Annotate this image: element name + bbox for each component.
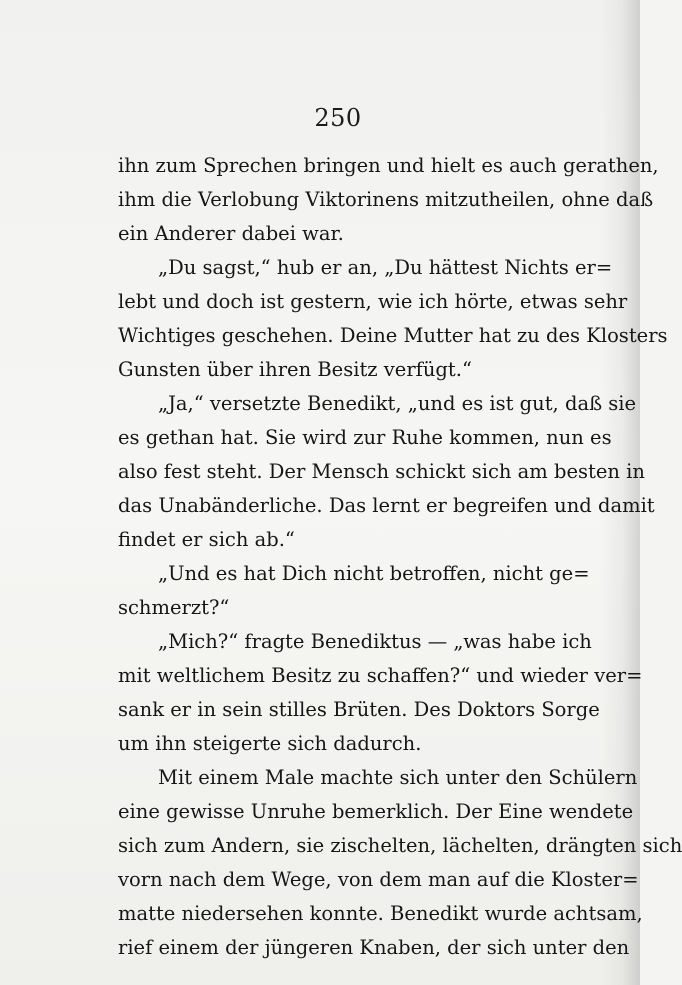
- text-line: es gethan hat. Sie wird zur Ruhe kommen, nun es: [118, 426, 612, 449]
- text-line: Wichtiges geschehen. Deine Mutter hat zu des Klosters: [118, 324, 668, 347]
- text-line: „Ja,“ versetzte Benedikt, „und es ist gut, daß sie: [158, 392, 637, 415]
- text-line: eine gewisse Unruhe bemerklich. Der Eine wendete: [118, 800, 634, 823]
- text-line: rief einem der jüngeren Knaben, der sich unter den: [118, 936, 630, 959]
- text-line: mit weltlichem Besitz zu schaffen?“ und wieder ver=: [118, 664, 643, 687]
- text-line: sich zum Andern, sie zischelten, lächelten, drängten sich: [118, 834, 682, 857]
- text-line: ihn zum Sprechen bringen und hielt es auch gerathen,: [118, 154, 659, 177]
- text-line: um ihn steigerte sich dadurch.: [118, 732, 422, 755]
- text-line: Gunsten über ihren Besitz verfügt.“: [118, 358, 472, 381]
- text-line: ihm die Verlobung Viktorinens mitzutheilen, ohne daß: [118, 188, 654, 211]
- text-line: schmerzt?“: [118, 596, 230, 619]
- text-line: vorn nach dem Wege, von dem man auf die Kloster=: [118, 868, 639, 891]
- page-number: 250: [314, 104, 362, 132]
- text-line: matte niedersehen konnte. Benedikt wurde achtsam,: [118, 902, 643, 925]
- text-line: ein Anderer dabei war.: [118, 222, 344, 245]
- text-line: „Und es hat Dich nicht betroffen, nicht ge=: [158, 562, 590, 585]
- text-line: findet er sich ab.“: [118, 528, 295, 551]
- text-line: Mit einem Male machte sich unter den Schülern: [158, 766, 638, 789]
- body-text: [118, 149, 682, 965]
- text-line: sank er in sein stilles Brüten. Des Doktors Sorge: [118, 698, 600, 721]
- text-line: „Mich?“ fragte Benediktus — „was habe ich: [158, 630, 592, 653]
- text-line: also fest steht. Der Mensch schickt sich am besten in: [118, 460, 645, 483]
- text-line: das Unabänderliche. Das lernt er begreifen und damit: [118, 494, 655, 517]
- text-line: lebt und doch ist gestern, wie ich hörte, etwas sehr: [118, 290, 628, 313]
- text-line: „Du sagst,“ hub er an, „Du hättest Nichts er=: [158, 256, 613, 279]
